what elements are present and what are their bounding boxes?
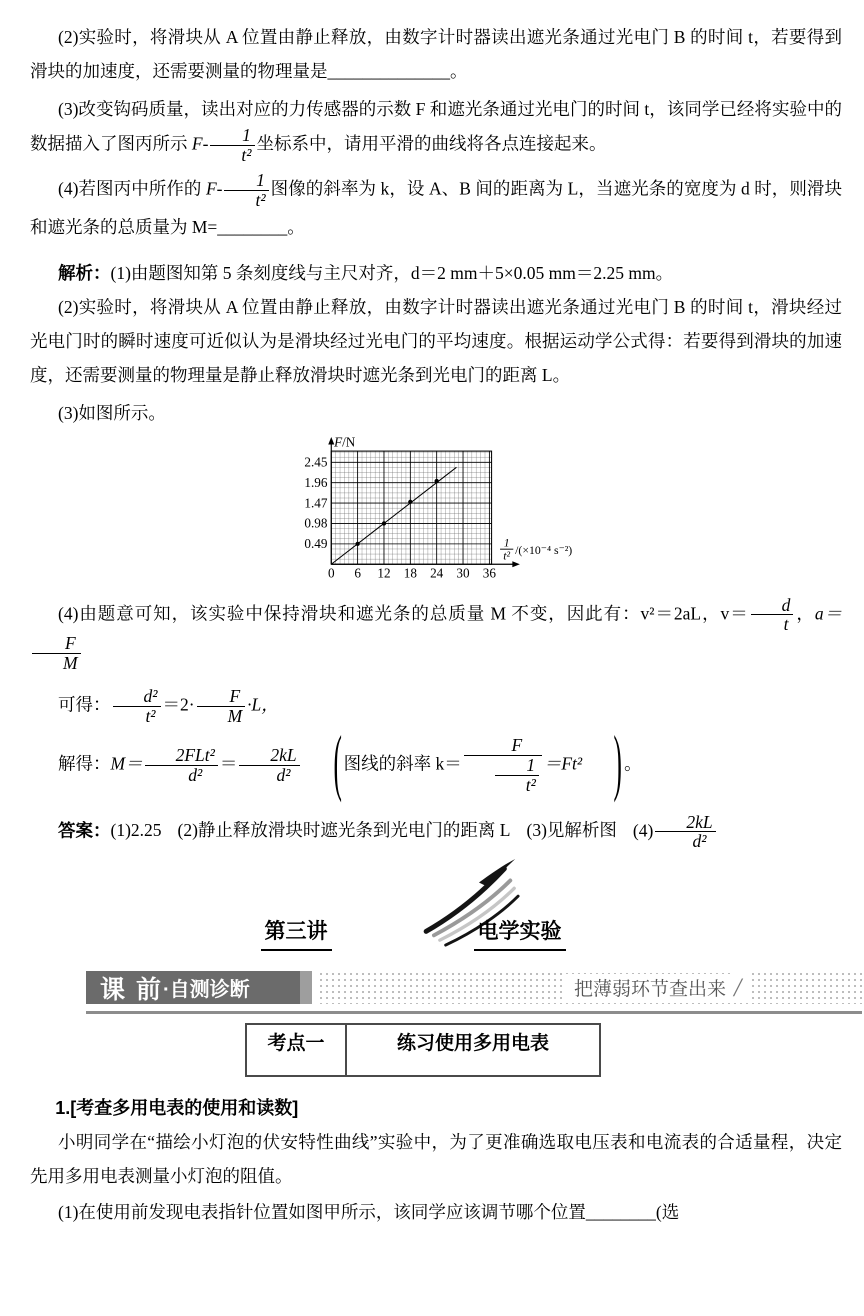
solution-step-1: (1)由题图知第 5 条刻度线与主尺对齐，d＝2 mm＋5×0.05 mm＝2.25 mm。 — [110, 262, 674, 283]
question-4 — [30, 171, 842, 244]
equals-2dot: ＝2· — [162, 694, 195, 715]
answer-item-2: (2)静止释放滑块时遮光条到光电门的距离 L — [177, 819, 511, 840]
solution-step-3: (3)如图所示。 — [58, 402, 166, 423]
fraction-F-over-1-over-t2: $\frac{F}{\frac{1}{\text{t²}}}$ — [464, 736, 542, 795]
exercise-section — [30, 1091, 842, 1229]
question-2-text: (2)实验时，将滑块从 A 位置由静止释放，由数字计时器读出遮光条通过光电门 B 的时间 t，若要得到滑块的加速度，还需要测量的物理量是______________。 — [30, 27, 842, 81]
exercise-tag: [考查多用电表的使用和读数] — [70, 1097, 299, 1118]
question-2 — [30, 20, 842, 88]
svg-text:0.98: 0.98 — [304, 515, 328, 531]
fraction-d-over-t: $\frac{d}{t}$ — [751, 596, 794, 635]
svg-text:0: 0 — [327, 565, 335, 581]
lecture-title: 电学实验 — [474, 915, 566, 951]
question-3-text-post: 坐标系中，请用平滑的曲线将各点连接起来。 — [256, 133, 607, 154]
svg-text:t²: t² — [503, 549, 511, 563]
question-3-text-pre: (3)改变钩码质量，读出对应的力传感器的示数 F 和遮光条通过光电门的时间 t，该同学已经将实验中的数据描入了图丙所示 — [30, 99, 842, 154]
answer-item-1: (1)2.25 — [110, 819, 162, 840]
solution-step-4-pre: (4)由题意可知，该实验中保持滑块和遮光条的总质量 M 不变，因此有：v²＝2aL，v＝ — [58, 602, 749, 623]
exercise-p2-text: (1)在使用前发现电表指针位置如图甲所示，该同学应该调节哪个位置________(选 — [58, 1201, 680, 1222]
svg-text:30: 30 — [456, 565, 470, 581]
bar-tagline: 把薄弱环节查出来 — [566, 974, 734, 1001]
question-4-text-pre: (4)若图丙中所作的 — [58, 178, 206, 199]
derivation-kede — [30, 687, 842, 726]
tagline-slash: / — [734, 973, 751, 1003]
derivation-jiede — [30, 724, 842, 806]
svg-text:0.49: 0.49 — [304, 535, 328, 551]
answer-line — [30, 813, 842, 852]
divider-rule — [86, 1011, 862, 1014]
svg-text:12: 12 — [377, 565, 391, 581]
fraction-F-over-M: $\frac{F}{M}$ — [32, 634, 81, 673]
fraction-F-over-M: $\frac{F}{M}$ — [197, 687, 246, 726]
fraction-2kL-over-d2: $\frac{2kL}{\text{d²}}$ — [239, 746, 299, 785]
svg-text:1: 1 — [503, 535, 510, 549]
paren-note-text: 图线的斜率 k＝ — [343, 753, 462, 774]
bar-title-rest: ·自测诊断 — [162, 979, 250, 1002]
lecture-number: 第三讲 — [261, 915, 332, 951]
kaodian-label: 考点一 — [247, 1025, 347, 1075]
fraction-2kL-over-d2: $\frac{2kL}{\text{d²}}$ — [655, 813, 715, 852]
exercise-paragraph-1 — [30, 1125, 842, 1193]
svg-text:/(×10⁻⁴ s⁻²): /(×10⁻⁴ s⁻²) — [515, 543, 573, 557]
svg-text:24: 24 — [430, 565, 444, 581]
M-equals: M＝ — [110, 753, 143, 774]
answer-item-3: (3)见解析图 — [526, 819, 617, 840]
bar-dotted-strip — [318, 971, 862, 1004]
answer-label: 答案： — [58, 819, 111, 840]
f-vs-inverse-t-squared-chart — [284, 436, 842, 590]
chart-canvas — [284, 436, 586, 585]
equals-sign: ＝ — [219, 753, 238, 774]
fraction-2FLt2-over-d2: $\frac{\text{2FLt²}}{\text{d²}}$ — [145, 746, 218, 785]
svg-text:1.47: 1.47 — [304, 494, 328, 510]
kede-label: 可得： — [58, 694, 111, 715]
fraction-d2-over-t2: $\frac{\text{d²}}{\text{t²}}$ — [113, 687, 161, 726]
svg-text:2.45: 2.45 — [304, 454, 328, 470]
kaodian-title: 练习使用多用电表 — [396, 1032, 549, 1054]
comma: ， — [795, 602, 815, 623]
exercise-p1-text: 小明同学在“描绘小灯泡的伏安特性曲线”实验中，为了更准确选取电压表和电流表的合适量程，决定先用多用电表测量小灯泡的阻值。 — [30, 1131, 842, 1186]
kaodian-box — [245, 1023, 601, 1077]
fraction-1-over-t2-nested: $\frac{1}{\text{t²}}$ — [495, 756, 539, 795]
fraction-1-over-t2: $\frac{1}{\text{t²}}$ — [224, 171, 268, 210]
solution-line-1 — [30, 256, 842, 290]
variable-F-dash: F- — [191, 133, 209, 154]
solution-label: 解析： — [58, 262, 111, 283]
solution-line-2 — [30, 290, 842, 392]
exercise-number: 1. — [55, 1097, 71, 1118]
svg-text:F/N: F/N — [334, 435, 356, 449]
bar-accent-strip — [300, 971, 312, 1004]
lecture-title-row — [30, 915, 842, 951]
big-close-paren: ) — [613, 724, 623, 806]
svg-text:36: 36 — [482, 565, 496, 581]
equals-Ft2: ＝Ft² — [543, 753, 583, 774]
solution-step-2: (2)实验时，将滑块从 A 位置由静止释放，由数字计时器读出遮光条通过光电门 B 的时间 t，滑块经过光电门时的瞬时速度可近似认为是滑块经过光电门的平均速度。根据运动学公式得：若要得到滑块的加速度，还需要测量的物理量是静止释放滑块时遮光条到光电门的距离 L。 — [30, 296, 842, 385]
dot-L-comma: ·L， — [247, 694, 279, 715]
question-4-text-post: 图像的斜率为 k，设 A、B 间的距离为 L，当遮光条的宽度为 d 时，则滑块和遮光条的总质量为 M=________。 — [30, 178, 843, 237]
problem-section — [30, 20, 842, 851]
question-3 — [30, 92, 842, 165]
svg-text:6: 6 — [354, 565, 361, 581]
lecture-header — [30, 857, 842, 957]
svg-text:18: 18 — [403, 565, 417, 581]
fraction-1-over-t2: $\frac{1}{\text{t²}}$ — [210, 126, 254, 165]
answer-item-4: (4) — [632, 819, 654, 840]
jiede-label: 解得： — [58, 753, 111, 774]
exercise-item-title — [30, 1091, 842, 1125]
solution-line-4 — [30, 596, 842, 674]
equation-a-equals: a＝ — [814, 602, 843, 623]
variable-F-dash: F- — [205, 178, 223, 199]
bar-title-big: 课 前 — [100, 975, 163, 1004]
big-open-paren: ( — [333, 724, 342, 806]
solution-line-3 — [30, 396, 842, 430]
period: 。 — [624, 753, 642, 774]
bar-title — [86, 971, 300, 1004]
exercise-paragraph-2 — [30, 1195, 842, 1229]
section-bar — [86, 971, 862, 1004]
svg-text:1.96: 1.96 — [304, 474, 328, 490]
